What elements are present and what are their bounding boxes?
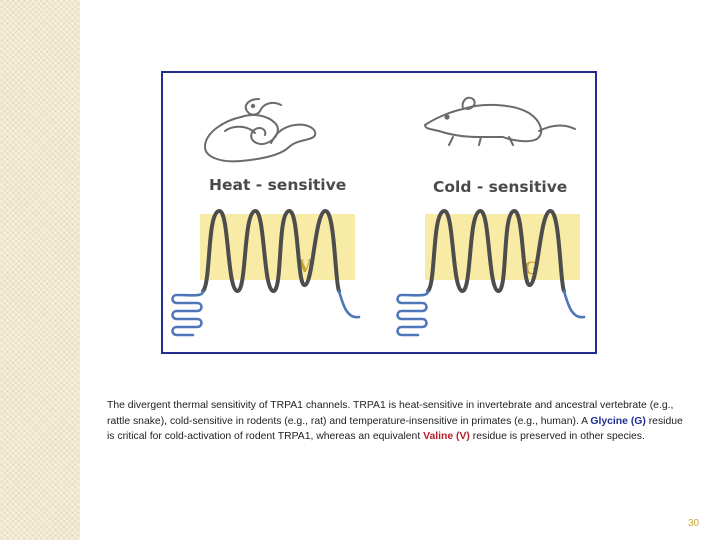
caption-text-1: The divergent thermal sensitivity of TRPA1 channels. TRPA1 is heat-sensitive in invertebrate and ancestral vertebrate (e.g., rattle snake), cold-sensitive in rodents (e.g., rat) and temperature-insensitive in primates (e.g., human). A (107, 400, 674, 427)
caption-glycine: Glycine (G) (590, 415, 646, 427)
cold-sensitive-label: Cold - sensitive (433, 178, 568, 196)
decorative-side-band (0, 0, 80, 540)
caption-text-2: residue is critical for cold-activation of rodent TRPA1, whereas an equivalent (107, 415, 683, 443)
snake-icon (205, 99, 315, 161)
n-terminus-coil-right (398, 291, 429, 335)
trpa1-figure (161, 71, 597, 354)
glycine-residue-label: G (524, 259, 539, 279)
trpa1-diagram (163, 73, 595, 352)
figure-caption (107, 398, 687, 444)
page-number: 30 (688, 518, 700, 529)
heat-sensitive-label: Heat - sensitive (209, 176, 347, 194)
caption-text-3: residue is preserved in other species. (469, 431, 645, 443)
rat-icon (425, 98, 575, 145)
n-terminus-coil-left (173, 291, 204, 335)
valine-residue-label: V (298, 257, 312, 277)
caption-valine: Valine (V) (423, 431, 470, 443)
c-terminus-tail-right (564, 291, 584, 317)
c-terminus-tail-left (339, 291, 359, 317)
